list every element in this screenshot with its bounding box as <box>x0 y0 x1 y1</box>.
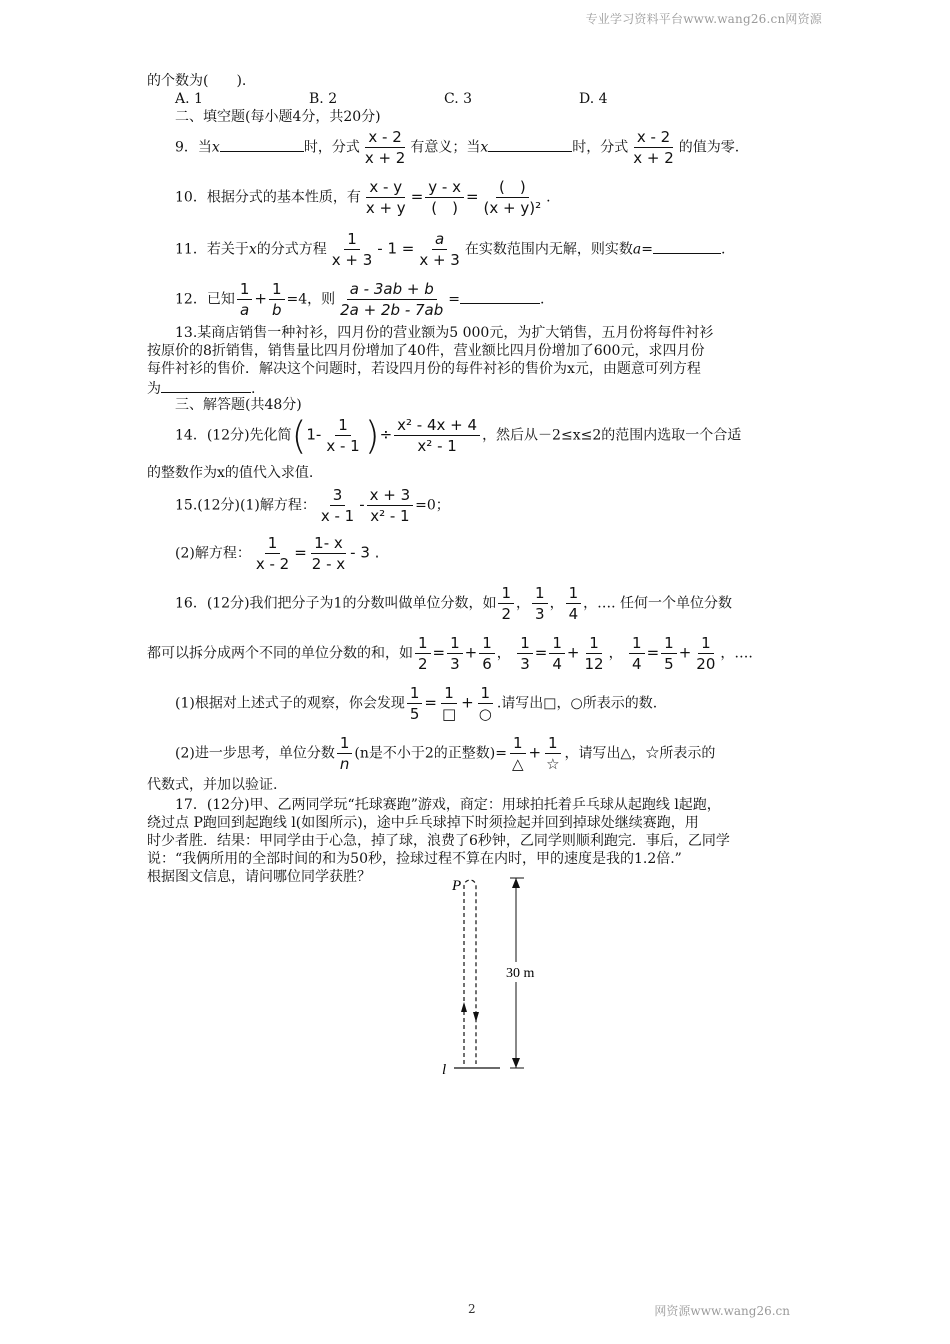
q16-part-1: (1)根据对上述式子的观察，你会发现 $\frac{1}{5}$ = $\frac{1}{□}$ + $\frac{1}{○}$ .请写出□，○所表示的数. <box>175 684 658 723</box>
question-15-1: 15.(12分)(1)解方程： $\frac{3}{x - 1}$ - $\frac{x + 3}{\text{x² - 1}}$ =0； <box>175 486 450 525</box>
distance-label: 30 m <box>506 966 535 981</box>
fraction: $\frac{y - x}{( )}$ <box>425 178 464 217</box>
q17-line-1: 17．(12分)甲、乙两同学玩“托球赛跑”游戏，商定：用球拍托着乒乓球从起跑线 l起跑， <box>175 797 721 813</box>
question-10: 10．根据分式的基本性质，有 $\frac{x - y}{x + y}$ = $\frac{y - x}{( )}$ = $\frac{( )}{\text{(x + y)²}}$ . <box>175 178 551 217</box>
fraction: $\frac{a}{x + 3}$ <box>419 230 460 269</box>
section-fill-in: 二、填空题(每小题4分，共20分) <box>175 109 381 125</box>
answer-blank[interactable] <box>488 137 572 152</box>
fraction: $\frac{x - 2}{x + 2}$ <box>364 128 406 167</box>
q17-line-4: 说：“我俩所用的全部时间的和为50秒，捡球过程不算在内时，甲的速度是我的1.2倍.” <box>147 851 682 867</box>
fraction: $\frac{1}{4}$ <box>566 584 582 623</box>
q8-option-c: C. 3 <box>444 91 473 107</box>
section-answer: 三、解答题(共48分) <box>175 397 302 413</box>
fraction: $\frac{1}{x - 2}$ <box>255 534 290 573</box>
q13-line-1: 13.某商店销售一种衬衫，四月份的营业额为5 000元，为扩大销售，五月份将每件衬衫 <box>175 325 714 341</box>
page-header: 专业学习资料平台www.wang26.cn网资源 <box>585 12 822 26</box>
fraction: $\frac{1}{x - 1}$ <box>326 416 360 455</box>
q17-line-5: 根据图文信息，请问哪位同学获胜？ <box>147 869 371 885</box>
question-15-2: (2)解方程： $\frac{1}{x - 2}$ = $\frac{1- x}{2 - x}$ - 3 . <box>175 534 380 573</box>
question-11: 11．若关于x的分式方程 $\frac{1}{x + 3}$ - 1 = $\frac{a}{x + 3}$ 在实数范围内无解，则实数a= . <box>175 230 726 269</box>
q8-tail: 的个数为( ). <box>147 73 247 89</box>
question-14: 14．(12分)先化简(1- $\frac{1}{x - 1}$ )÷ $\frac{\text{x² - 4x + 4}}{\text{x² - 1}}$ ，然后从－2≤x≤2的范围内选取一个合适 <box>175 413 742 458</box>
question-16: 16．(12分)我们把分子为1的分数叫做单位分数，如 $\frac{1}{2}$ ， $\frac{1}{3}$ ， $\frac{1}{4}$ ，…. 任何一个单位分数 <box>175 584 733 623</box>
fraction: $\frac{3}{x - 1}$ <box>320 486 355 525</box>
q17-line-2: 绕过点 P跑回到起跑线 l(如图所示)，途中乒乓球掉下时须捡起并回到掉球处继续赛跑，用 <box>147 815 699 831</box>
page-number: 2 <box>468 1302 476 1316</box>
question-9: 9．当x 时，分式 $\frac{x - 2}{x + 2}$ 有意义；当x 时，分式 $\frac{x - 2}{x + 2}$ 的值为零. <box>175 128 740 167</box>
q8-option-d: D. 4 <box>579 91 608 107</box>
up-arrow <box>461 1002 467 1012</box>
q16-line-last: 代数式，并加以验证. <box>147 777 278 793</box>
q16-line-2: 都可以拆分成两个不同的单位分数的和，如 $\frac{1}{2}$ = $\frac{1}{3}$ + $\frac{1}{6}$ ， $\frac{1}{3}$ = $\frac{1}{4}$ + $\frac{1}{12}$ ， $\frac{1}{4}$ = $\frac{1}{5}$ + $\frac{1}{20}$ ，…. <box>147 634 753 673</box>
answer-blank[interactable] <box>653 239 721 254</box>
fraction: $\frac{1}{x + 3}$ <box>331 230 373 269</box>
answer-blank[interactable] <box>161 378 251 393</box>
answer-blank[interactable] <box>220 137 304 152</box>
q13-line-3: 每件衬衫的售价．解决这个问题时，若设四月份的每件衬衫的售价为x元，由题意可列方程 <box>147 361 701 377</box>
point-p-label: P <box>452 878 462 894</box>
fraction: $\frac{1}{a}$ <box>237 280 253 319</box>
q14-line-2: 的整数作为x的值代入求值. <box>147 465 314 481</box>
fraction: $\frac{x - y}{x + y}$ <box>365 178 406 217</box>
fraction: $\frac{1- x}{2 - x}$ <box>311 534 346 573</box>
q13-line-4: 为 . <box>147 378 255 398</box>
race-figure <box>440 872 560 1080</box>
fraction: $\frac{1}{3}$ <box>532 584 548 623</box>
q13-line-2: 按原价的8折销售，销售量比四月份增加了40件，营业额比四月份增加了600元，求四月份 <box>147 343 705 359</box>
page-footer: 网资源www.wang26.cn <box>654 1304 790 1318</box>
fraction: $\frac{( )}{\text{(x + y)²}}$ <box>483 178 542 217</box>
fraction: $\frac{1}{2}$ <box>498 584 514 623</box>
start-line-label: l <box>442 1062 447 1078</box>
fraction: $\frac{1}{b}$ <box>269 280 285 319</box>
fraction: $\frac{\text{x² - 4x + 4}}{\text{x² - 1}}$ <box>394 416 480 455</box>
run-path <box>464 880 476 1064</box>
q8-option-b: B. 2 <box>309 91 338 107</box>
fraction: $\frac{a - 3ab + b}{2a + 2b - 7ab}$ <box>340 280 444 319</box>
q8-option-a: A. 1 <box>175 91 203 107</box>
down-arrow <box>473 1012 479 1022</box>
answer-blank[interactable] <box>460 289 540 304</box>
fraction: $\frac{x + 3}{\text{x² - 1}}$ <box>367 486 414 525</box>
q16-part-2: (2)进一步思考，单位分数 $\frac{1}{n}$ (n是不小于2的正整数)= $\frac{1}{\triangle}$ + $\frac{1}{☆}$ ，请写出△，☆所表示的 <box>175 734 716 773</box>
question-12: 12．已知 $\frac{1}{a}$ + $\frac{1}{b}$ =4，则 $\frac{a - 3ab + b}{2a + 2b - 7ab}$ = . <box>175 280 545 319</box>
q17-line-3: 时少者胜．结果：甲同学由于心急，掉了球，浪费了6秒钟，乙同学则顺利跑完．事后，乙同学 <box>147 833 730 849</box>
fraction: $\frac{x - 2}{x + 2}$ <box>633 128 674 167</box>
